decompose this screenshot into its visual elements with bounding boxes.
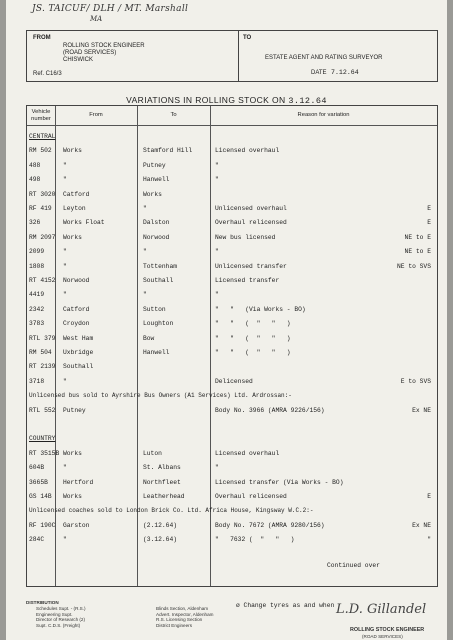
vehicle-number: RF 419 <box>29 205 52 212</box>
signatory-subtitle: (ROAD SERVICES) <box>362 634 403 639</box>
table-cell: Stamford Hill <box>143 147 193 155</box>
table-cell: " <box>63 377 67 385</box>
vehicle-number: 1808 <box>29 262 45 270</box>
table-cell: " <box>215 248 219 256</box>
from-line-2: (ROAD SERVICES) <box>63 50 117 56</box>
vehicle-number: 604B <box>29 464 45 472</box>
variations-table <box>26 105 438 587</box>
status-code: E <box>427 219 431 227</box>
table-cell: (2.12.64) <box>143 521 178 529</box>
vehicle-number: 488 <box>29 161 41 169</box>
title-text: VARIATIONS IN ROLLING STOCK ON <box>126 95 286 105</box>
table-cell: " <box>215 161 219 169</box>
continued-note: Continued over <box>327 562 380 569</box>
table-cell: Norwood <box>63 277 90 284</box>
table-cell: Works <box>143 190 162 198</box>
document-page <box>6 0 447 640</box>
col-header-reason: Reason for variation <box>297 112 350 118</box>
vehicle-number: GS 14B <box>29 493 52 500</box>
table-cell: (3.12.64) <box>143 536 178 544</box>
vehicle-number: 3718 <box>29 377 45 385</box>
vehicle-number: 2342 <box>29 305 45 313</box>
table-cell: Tottenham <box>143 262 178 270</box>
date-value: 7.12.64 <box>331 69 359 76</box>
vehicle-number: RT 2139 <box>29 363 56 371</box>
table-cell: Works <box>63 449 82 457</box>
table-cell: Licensed transfer <box>215 277 280 284</box>
table-cell: Delicensed <box>215 377 253 385</box>
table-cell: Overhaul relicensed <box>215 493 287 500</box>
table-cell: " <box>143 248 147 256</box>
table-cell: Catford <box>63 190 90 198</box>
table-cell: " <box>63 291 67 299</box>
table-cell: Loughton <box>143 320 174 328</box>
table-cell: Uxbridge <box>63 349 94 356</box>
handwritten-annotation: JS. TAICUF/ DLH / MT. Marshall <box>32 4 189 14</box>
vehicle-number: RM 502 <box>29 147 52 155</box>
table-cell: " <box>63 536 67 544</box>
table-cell: " <box>63 161 67 169</box>
table-cell: Northfleet <box>143 478 181 486</box>
table-cell: Garston <box>63 521 90 529</box>
handwritten-annotation-2: MA <box>90 15 103 23</box>
table-cell: Works <box>63 147 82 155</box>
signatory-title: ROLLING STOCK ENGINEER <box>350 627 425 633</box>
table-cell: West Ham <box>63 334 94 342</box>
vehicle-number: RM 504 <box>29 349 52 356</box>
table-cell: Works Float <box>63 219 105 227</box>
table-cell: Leatherhead <box>143 493 185 500</box>
table-cell: Unlicensed transfer <box>215 262 287 270</box>
table-cell: Licensed overhaul <box>215 449 280 457</box>
table-cell: Croydon <box>63 320 90 328</box>
table-cell: " 7632 ( " " ) <box>215 536 295 544</box>
vehicle-number: RT 4152 <box>29 277 56 284</box>
table-cell: " " ( " " ) <box>215 334 291 342</box>
status-code: " <box>427 536 431 544</box>
vehicle-number: RTL 552 <box>29 406 56 414</box>
col-header-to: To <box>170 112 177 118</box>
vehicle-number: RF 190C <box>29 521 56 529</box>
vehicle-number: RT 3515B <box>29 449 60 457</box>
table-cell: " " ( " " ) <box>215 349 291 356</box>
col-header-from: From <box>89 112 103 118</box>
vehicle-number: Unlicensed coaches sold to London Brick Co. Ltd. Africa House, Kingsway W.C.2:- <box>29 507 314 515</box>
status-code: Ex NE <box>412 406 431 414</box>
distribution-left: Schedules Supt. - (R.S.) Engineering Supt. Director of Research (2) Supt. C.D.S. (Freight) <box>36 606 86 628</box>
table-cell: " <box>63 176 67 184</box>
table-cell: Body No. 3966 (AMRA 9226/156) <box>215 406 325 414</box>
status-code: NE to E <box>404 233 431 241</box>
signature: L.D. Gillandel <box>336 602 427 617</box>
table-cell: Overhaul relicensed <box>215 219 287 227</box>
table-cell: " <box>143 205 147 212</box>
table-cell: Body No. 7672 (AMRA 9280/156) <box>215 521 325 529</box>
table-cell: " <box>63 262 67 270</box>
vehicle-number: 3665B <box>29 478 48 486</box>
distribution-middle: Blinds Section, Aldenham Advert. Inspector, Aldenham R.S. Licensing Section District Engineers <box>156 606 214 628</box>
table-cell: " <box>63 464 67 472</box>
table-cell: Putney <box>63 406 86 414</box>
from-label: FROM <box>33 35 51 41</box>
table-cell: Dalston <box>143 219 170 227</box>
vehicle-number: 284C <box>29 536 45 544</box>
to-text: ESTATE AGENT AND RATING SURVEYOR <box>265 55 383 61</box>
table-cell: Southall <box>143 277 174 284</box>
status-code: Ex NE <box>412 521 431 529</box>
col-header-vehicle: Vehicle number <box>31 109 51 122</box>
table-cell: Hanwell <box>143 349 170 356</box>
table-cell: " <box>63 248 67 256</box>
table-cell: Southall <box>63 363 94 371</box>
table-cell: Works <box>63 233 82 241</box>
vehicle-number: RM 2097 <box>29 233 56 241</box>
title-date: 3.12.64 <box>288 96 327 106</box>
table-cell: Licensed transfer (Via Works - BO) <box>215 478 344 486</box>
to-label: TO <box>243 35 252 41</box>
vehicle-number: 3783 <box>29 320 45 328</box>
table-cell: Catford <box>63 305 90 313</box>
table-cell: " " ( " " ) <box>215 320 291 328</box>
table-cell: " <box>215 176 219 184</box>
date-label: DATE <box>311 70 327 76</box>
status-code: NE to SVS <box>396 262 431 270</box>
status-code: E to SVS <box>400 377 431 385</box>
table-cell: " <box>215 464 219 472</box>
vehicle-number: 2099 <box>29 248 45 256</box>
vehicle-number: Unlicensed bus sold to Ayrshire Bus Owners (A1 Services) Ltd. Ardrossan:- <box>29 392 292 400</box>
table-cell: Hertford <box>63 478 94 486</box>
section-heading: CENTRAL <box>29 133 56 140</box>
table-cell: Leyton <box>63 205 86 212</box>
table-cell: Norwood <box>143 233 170 241</box>
status-code: NE to E <box>404 248 431 256</box>
table-cell: Luton <box>143 449 162 457</box>
vehicle-number: 326 <box>29 219 41 227</box>
reference: Ref. C16/3 <box>33 71 62 77</box>
vehicle-number: 498 <box>29 176 41 184</box>
distribution-label: DISTRIBUTION <box>26 600 59 605</box>
table-cell: " " (Via Works - BO) <box>215 305 306 313</box>
from-line-3: CHISWICK <box>63 57 93 63</box>
table-cell: Sutton <box>143 305 166 313</box>
table-cell: Putney <box>143 161 166 169</box>
vehicle-number: RT 3020 <box>29 190 56 198</box>
section-heading: COUNTRY <box>29 435 56 443</box>
table-cell: Unlicensed overhaul <box>215 205 287 212</box>
vehicle-number: RTL 379 <box>29 334 56 342</box>
table-cell: " <box>143 291 147 299</box>
status-code: E <box>427 205 431 212</box>
table-cell: Works <box>63 493 82 500</box>
memo-header <box>26 30 438 82</box>
status-code: E <box>427 493 431 500</box>
table-cell: Hanwell <box>143 176 170 184</box>
tyre-note: ø Change tyres as and when <box>236 602 335 609</box>
table-cell: " <box>215 291 219 299</box>
from-line-1: ROLLING STOCK ENGINEER <box>63 43 145 49</box>
vehicle-number: 4419 <box>29 291 45 299</box>
table-cell: Licensed overhaul <box>215 147 280 155</box>
table-cell: St. Albans <box>143 464 181 472</box>
table-cell: Bow <box>143 334 155 342</box>
table-cell: New bus licensed <box>215 233 276 241</box>
